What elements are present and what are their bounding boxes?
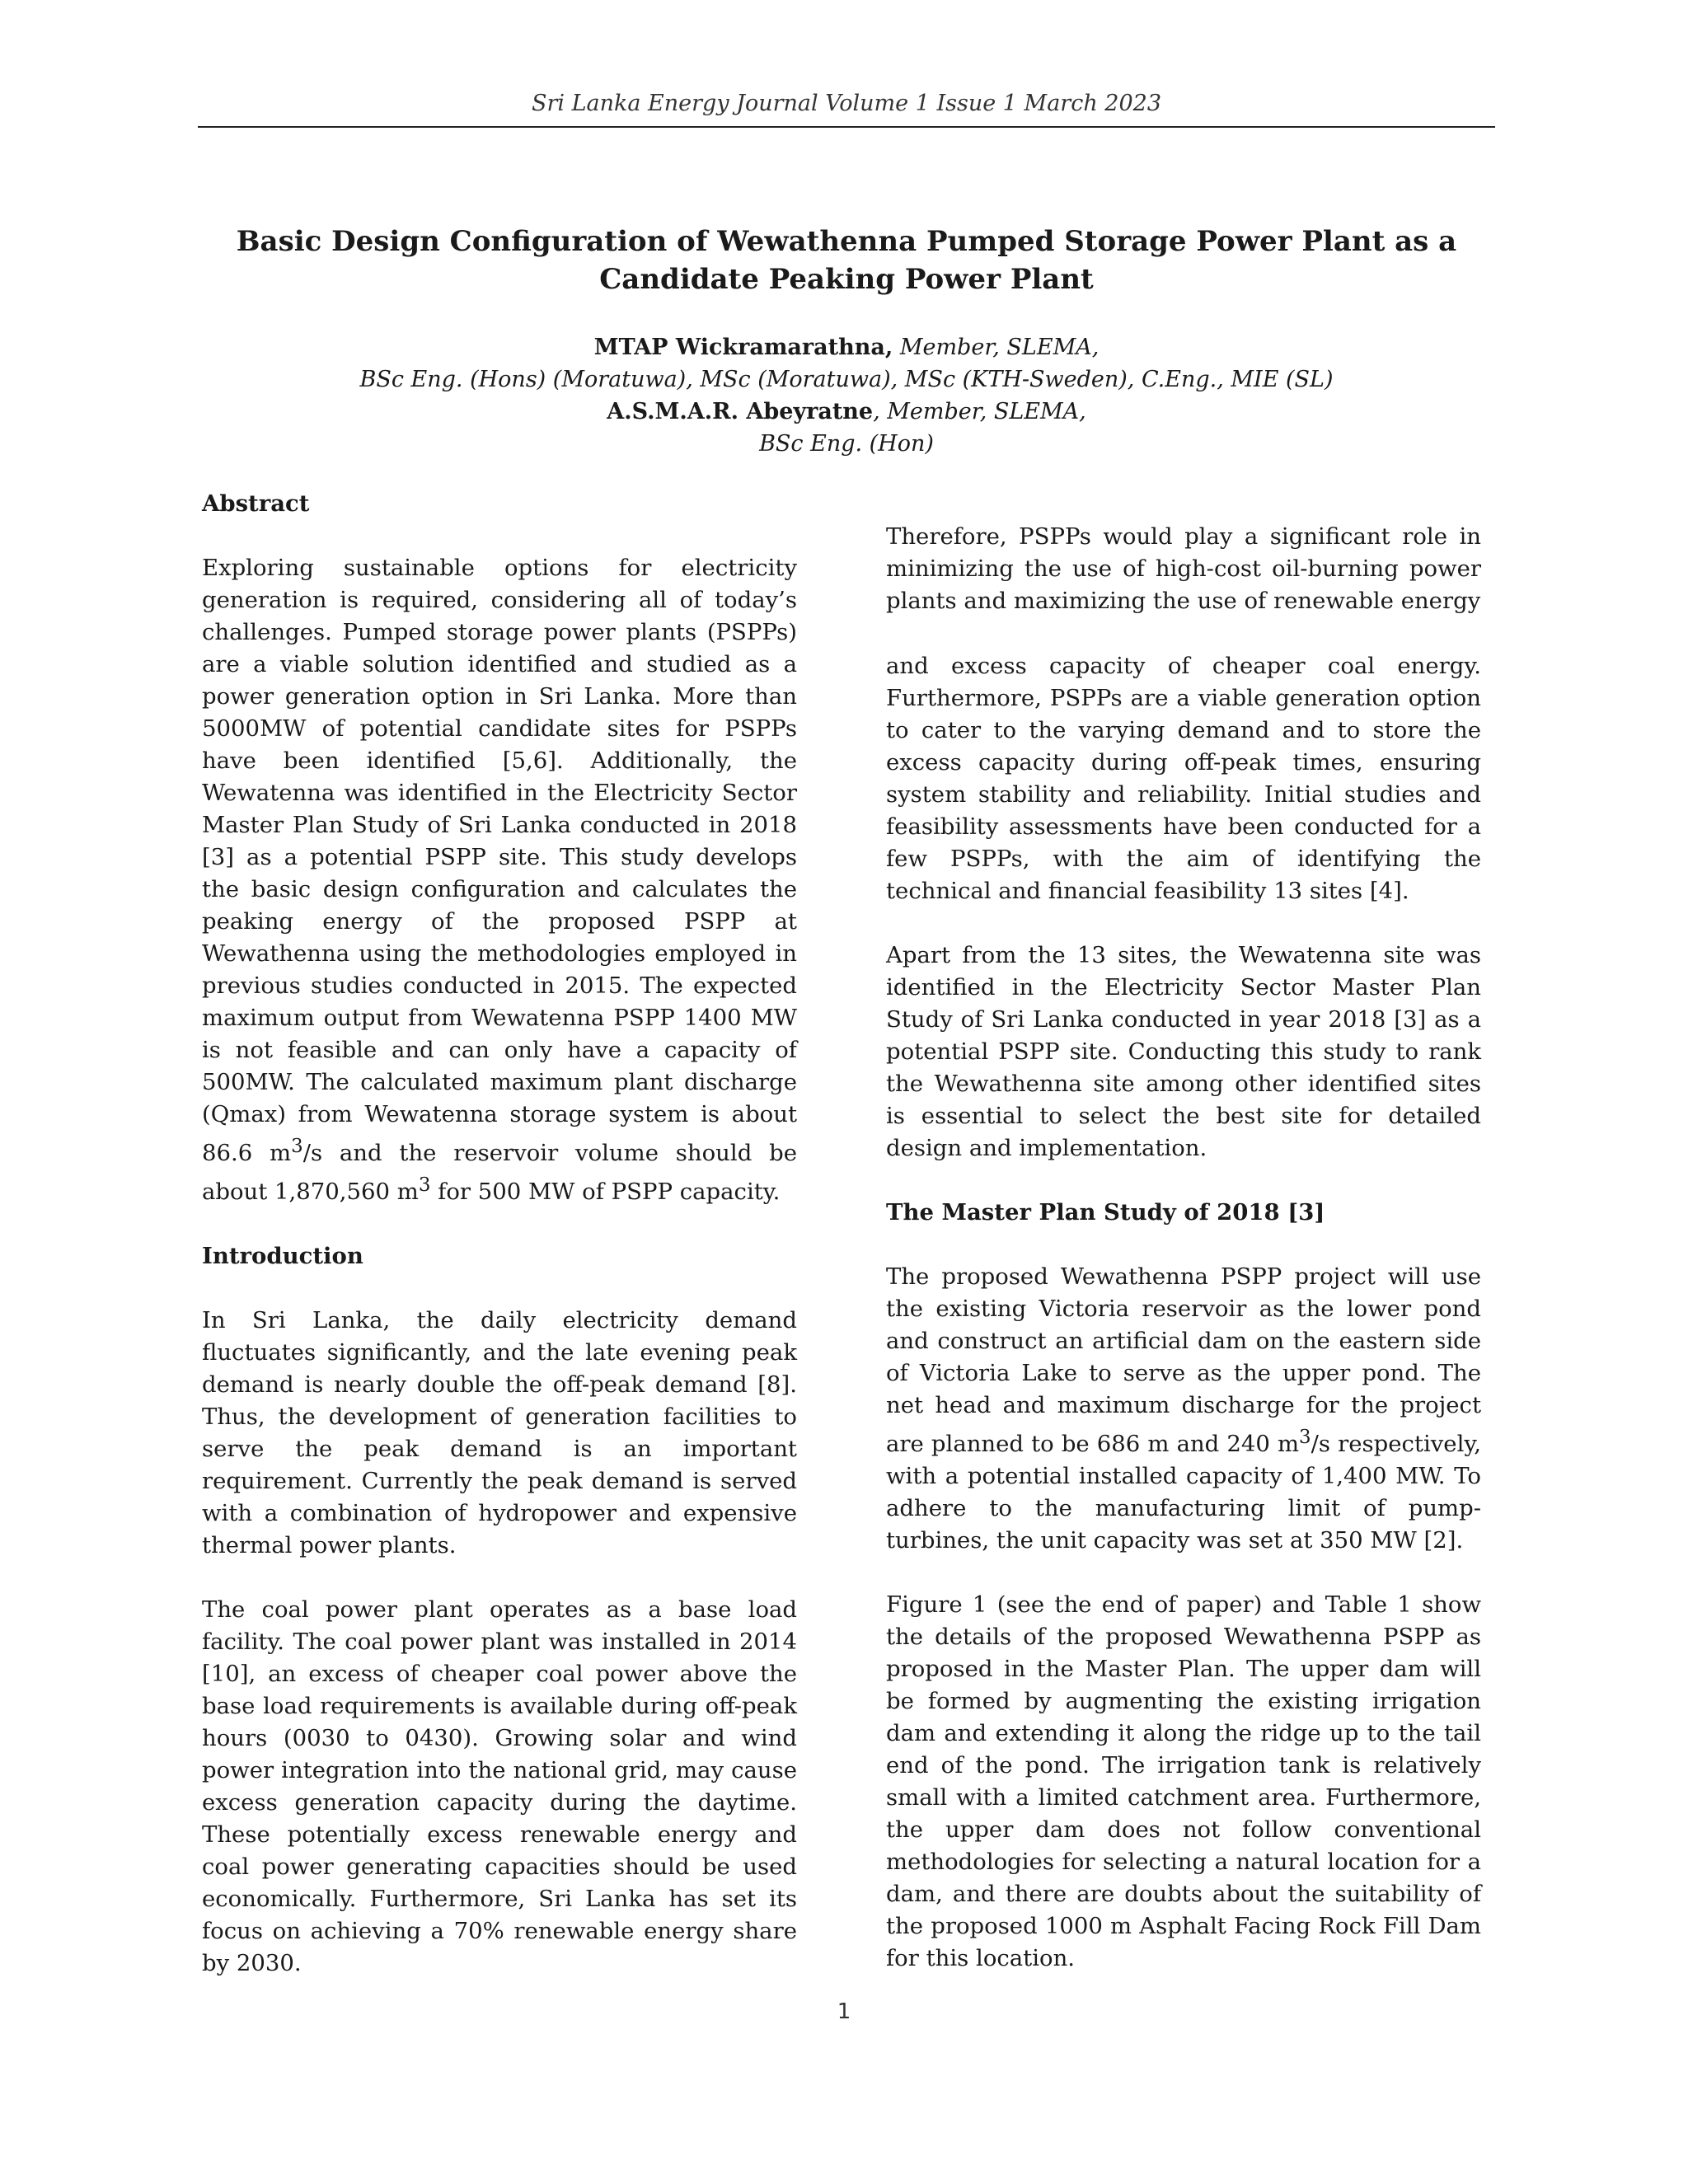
page-number: 1 xyxy=(837,1999,851,2024)
introduction-heading: Introduction xyxy=(202,1243,363,1270)
right-column xyxy=(886,521,1481,2007)
right-paragraph-2: and excess capacity of cheaper coal energy. Furthermore, PSPPs are a viable generation option to cater to the varying demand and to store the excess capacity during off-peak times, ensuring system stability and reliability. Initial studies and feasibility assessments have been conducted for a few PSPPs, with the aim of identifying the technical and financial feasibility 13 sites [4]. xyxy=(886,653,1481,904)
paper-title: Basic Design Configuration of Wewathenna Pumped Storage Power Plant as a Candidate Peaking Power Plant xyxy=(236,225,1457,296)
running-header: Sri Lanka Energy Journal Volume 1 Issue 1 March 2023 xyxy=(531,91,1162,116)
author-block xyxy=(198,331,1495,460)
author-2-credentials: BSc Eng. (Hon) xyxy=(759,431,934,457)
author-2-name: A.S.M.A.R. Abeyratne xyxy=(607,399,874,424)
master-plan-heading: The Master Plan Study of 2018 [3] xyxy=(886,1199,1325,1226)
right-paragraph-5: Figure 1 (see the end of paper) and Table 1 show the details of the proposed Wewathenna PSPP as proposed in the Master Plan. The upper dam will be formed by augmenting the existing irrigation dam and extending it along the ridge up to the tail end of the pond. The irrigation tank is relatively small with a limited catchment area. Furthermore, the upper dam does not follow conventional methodologies for selecting a natural location for a dam, and there are doubts about the suitability of the proposed 1000 m Asphalt Facing Rock Fill Dam for this location. xyxy=(886,1591,1481,1972)
author-1-line xyxy=(198,331,1495,363)
right-paragraph-4: The proposed Wewathenna PSPP project will use the existing Victoria reservoir as the lower pond and construct an artificial dam on the eastern side of Victoria Lake to serve as the upper pond. The net head and maximum discharge for the project are planned to be 686 m and 240 $m^3/s$ respectively, with a potential installed capacity of 1,400 MW. To adhere to the manufacturing limit of pump-turbines, the unit capacity was set at 350 MW [2]. xyxy=(886,1263,1481,1554)
intro-paragraph-1: In Sri Lanka, the daily electricity demand fluctuates significantly, and the late evening peak demand is nearly double the off-peak demand [8]. Thus, the development of generation facilities to serve the peak demand is an important requirement. Currently the peak demand is served with a combination of hydropower and expensive thermal power plants. xyxy=(202,1307,797,1559)
right-paragraph-1: Therefore, PSPPs would play a significant role in minimizing the use of high-cost oil-burning power plants and maximizing the use of renewable energy xyxy=(886,523,1481,614)
abstract-paragraph: Exploring sustainable options for electricity generation is required, considering all of today’s challenges. Pumped storage power plants (PSPPs) are a viable solution identified and studied as a power generation option in Sri Lanka. More than 5000MW of potential candidate sites for PSPPs have been identified [5,6]. Additionally, the Wewatenna was identified in the Electricity Sector Master Plan Study of Sri Lanka conducted in 2018 [3] as a potential PSPP site. This study develops the basic design configuration and calculates the peaking energy of the proposed PSPP at Wewathenna using the methodologies employed in previous studies conducted in 2015. The expected maximum output from Wewatenna PSPP 1400 MW is not feasible and can only have a capacity of 500MW. The calculated maximum plant discharge (Qmax) from Wewatenna storage system is about 86.6 $m^3/s$ and the reservoir volume should be about 1,870,560 $m^3$ for 500 MW of PSPP capacity. xyxy=(202,555,797,1206)
abstract-heading: Abstract xyxy=(202,490,310,517)
header-rule xyxy=(198,126,1495,128)
author-2-role: , Member, SLEMA, xyxy=(873,399,1086,424)
right-paragraph-3: Apart from the 13 sites, the Wewatenna site was identified in the Electricity Sector Master Plan Study of Sri Lanka conducted in year 2018 [3] as a potential PSPP site. Conducting this study to rank the Wewathenna site among other identified sites is essential to select the best site for detailed design and implementation. xyxy=(886,942,1481,1161)
author-1-name: MTAP Wickramarathna, xyxy=(593,335,893,360)
author-2-line xyxy=(198,396,1495,428)
author-1-role: Member, SLEMA, xyxy=(893,335,1100,360)
left-column xyxy=(202,488,797,2012)
intro-paragraph-2: The coal power plant operates as a base load facility. The coal power plant was installed in 2014 [10], an excess of cheaper coal power above the base load requirements is available during off-peak hours (0030 to 0430). Growing solar and wind power integration into the national grid, may cause excess generation capacity during the daytime. These potentially excess renewable energy and coal power generating capacities should be used economically. Furthermore, Sri Lanka has set its focus on achieving a 70% renewable energy share by 2030. xyxy=(202,1596,797,1977)
author-1-credentials: BSc Eng. (Hons) (Moratuwa), MSc (Moratuwa), MSc (KTH-Sweden), C.Eng., MIE (SL) xyxy=(359,367,1334,392)
